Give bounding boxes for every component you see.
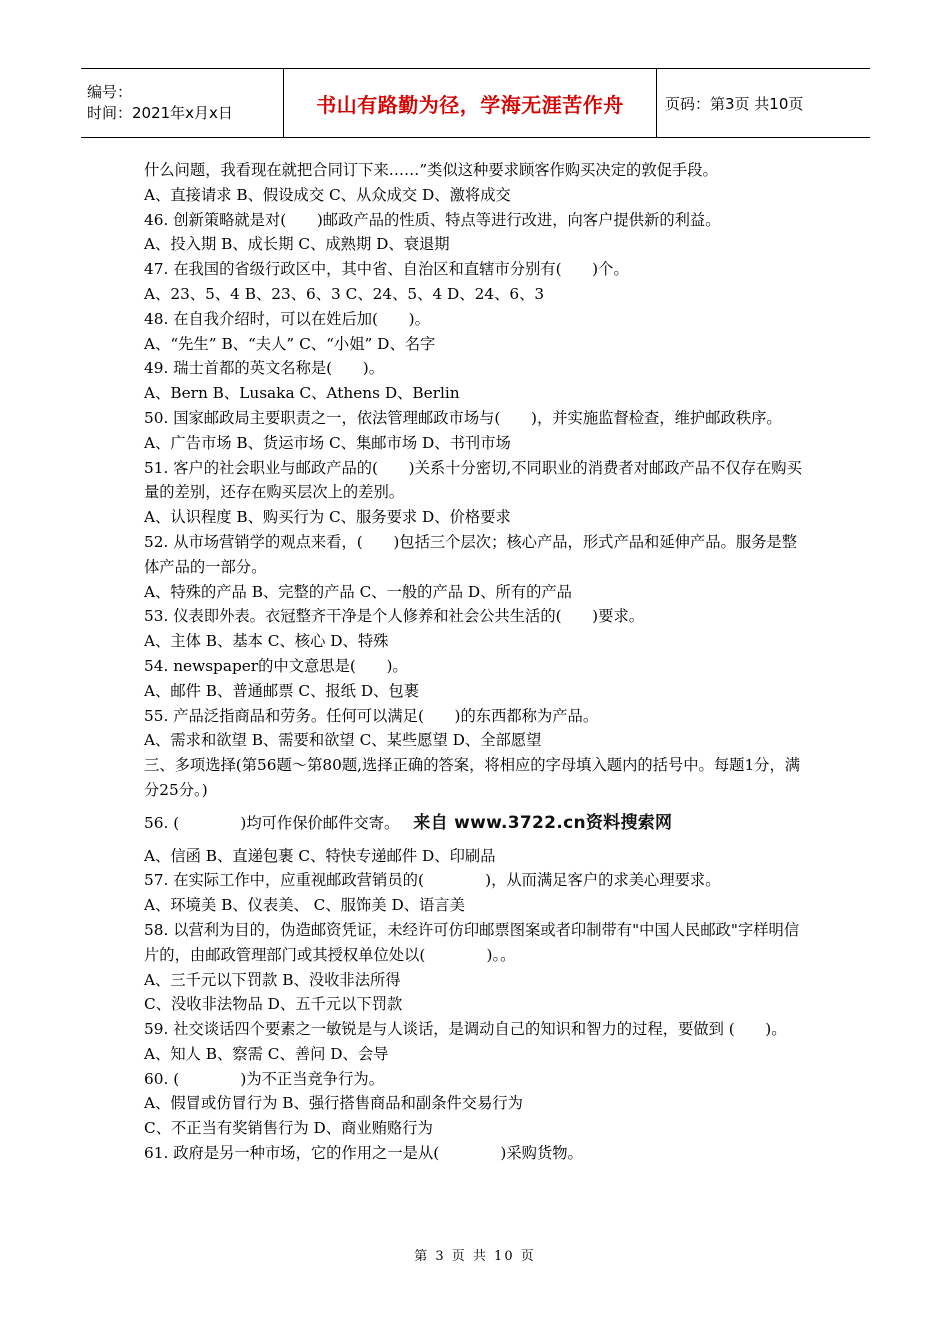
question-57: 57. 在实际工作中，应重视邮政营销员的( )，从而满足客户的求美心理要求。 xyxy=(144,871,721,890)
question-46: 46. 创新策略就是对( )邮政产品的性质、特点等进行改进，向客户提供新的利益。 xyxy=(144,210,721,229)
question-54: 54. newspaper的中文意思是( )。 xyxy=(144,656,408,675)
text-line: 什么问题，我看现在就把合同订下来……”类似这种要求顾客作购买决定的敦促手段。 xyxy=(144,161,718,179)
answer-options: A、三千元以下罚款 B、没收非法所得 xyxy=(144,970,401,989)
question-50: 50. 国家邮政局主要职责之一，依法管理邮政市场与( )，并实施监督检查，维护邮政秩序。 xyxy=(144,408,782,427)
answer-options: A、知人 B、察需 C、善问 D、会导 xyxy=(144,1044,389,1063)
header-motto: 书山有路勤为径，学海无涯苦作舟 xyxy=(283,69,657,137)
page-header xyxy=(81,68,870,138)
answer-options: A、Bern B、Lusaka C、Athens D、Berlin xyxy=(144,384,460,403)
answer-options: A、需求和欲望 B、需要和欲望 C、某些愿望 D、全部愿望 xyxy=(144,731,542,750)
answer-options: A、“先生” B、“夫人” C、“小姐” D、名字 xyxy=(144,334,436,353)
number-label: 编号： xyxy=(87,83,133,101)
answer-options: A、主体 B、基本 C、核心 D、特殊 xyxy=(144,632,389,651)
answer-options: A、直接请求 B、假设成交 C、从众成交 D、激将成交 xyxy=(144,185,511,204)
answer-options: A、广告市场 B、货运市场 C、集邮市场 D、书刊市场 xyxy=(144,433,511,452)
answer-options: A、23、5、4 B、23、6、3 C、24、5、4 D、24、6、3 xyxy=(144,284,545,303)
page-footer: 第 3 页 共 10 页 xyxy=(414,1249,536,1264)
answer-options: A、投入期 B、成长期 C、成熟期 D、衰退期 xyxy=(144,235,450,254)
header-page-info: 页码：第3页 共10页 xyxy=(665,94,804,113)
time-label: 时间：2021年x月x日 xyxy=(87,104,233,122)
question-51: 51. 客户的社会职业与邮政产品的( )关系十分密切,不同职业的消费者对邮政产品不仅存在购买量的差别，还存在购买层次上的差别。 xyxy=(144,458,802,502)
section-heading: 三、多项选择(第56题～第80题,选择正确的答案，将相应的字母填入题内的括号中。每题1分，满分25分。) xyxy=(144,756,801,799)
question-56-text: 56. ( )均可作保价邮件交寄。 xyxy=(144,813,400,832)
answer-options: A、假冒或仿冒行为 B、强行搭售商品和副条件交易行为 xyxy=(144,1094,523,1113)
answer-options: C、不正当有奖销售行为 D、商业贿赂行为 xyxy=(144,1119,433,1138)
question-48: 48. 在自我介绍时，可以在姓后加( )。 xyxy=(144,309,430,328)
question-49: 49. 瑞士首都的英文名称是( )。 xyxy=(144,359,384,378)
watermark-text: 来自 www.3722.cn资料搜索网 xyxy=(413,812,673,833)
question-58: 58. 以营利为目的，伪造邮资凭证，未经许可仿印邮票图案或者印制带有"中国人民邮政"字样明信片的，由邮政管理部门或其授权单位处以( )。。 xyxy=(144,920,800,964)
question-55: 55. 产品泛指商品和劳务。任何可以满足( )的东西都称为产品。 xyxy=(144,706,599,725)
answer-options: A、信函 B、直递包裹 C、特快专递邮件 D、印刷品 xyxy=(144,846,496,865)
question-47: 47. 在我国的省级行政区中，其中省、自治区和直辖市分别有( )个。 xyxy=(144,260,629,279)
answer-options: A、认识程度 B、购买行为 C、服务要求 D、价格要求 xyxy=(144,508,511,527)
answer-options: C、没收非法物品 D、五千元以下罚款 xyxy=(144,995,403,1014)
answer-options: A、环境美 B、仪表美、 C、服饰美 D、语言美 xyxy=(144,896,465,915)
document-body xyxy=(144,158,810,1166)
question-60: 60. ( )为不正当竞争行为。 xyxy=(144,1069,384,1088)
answer-options: A、邮件 B、普通邮票 C、报纸 D、包裹 xyxy=(144,681,420,700)
header-meta xyxy=(81,69,283,137)
question-59: 59. 社交谈话四个要素之一敏锐是与人谈话，是调动自己的知识和智力的过程，要做到 ( )。 xyxy=(144,1020,787,1039)
question-61: 61. 政府是另一种市场，它的作用之一是从( )采购货物。 xyxy=(144,1144,583,1163)
question-52: 52. 从市场营销学的观点来看，( )包括三个层次；核心产品，形式产品和延伸产品。服务是整体产品的一部分。 xyxy=(144,532,798,576)
question-53: 53. 仪表即外表。衣冠整齐干净是个人修养和社会公共生活的( )要求。 xyxy=(144,607,645,626)
answer-options: A、特殊的产品 B、完整的产品 C、一般的产品 D、所有的产品 xyxy=(144,582,572,601)
question-56 xyxy=(144,811,810,836)
